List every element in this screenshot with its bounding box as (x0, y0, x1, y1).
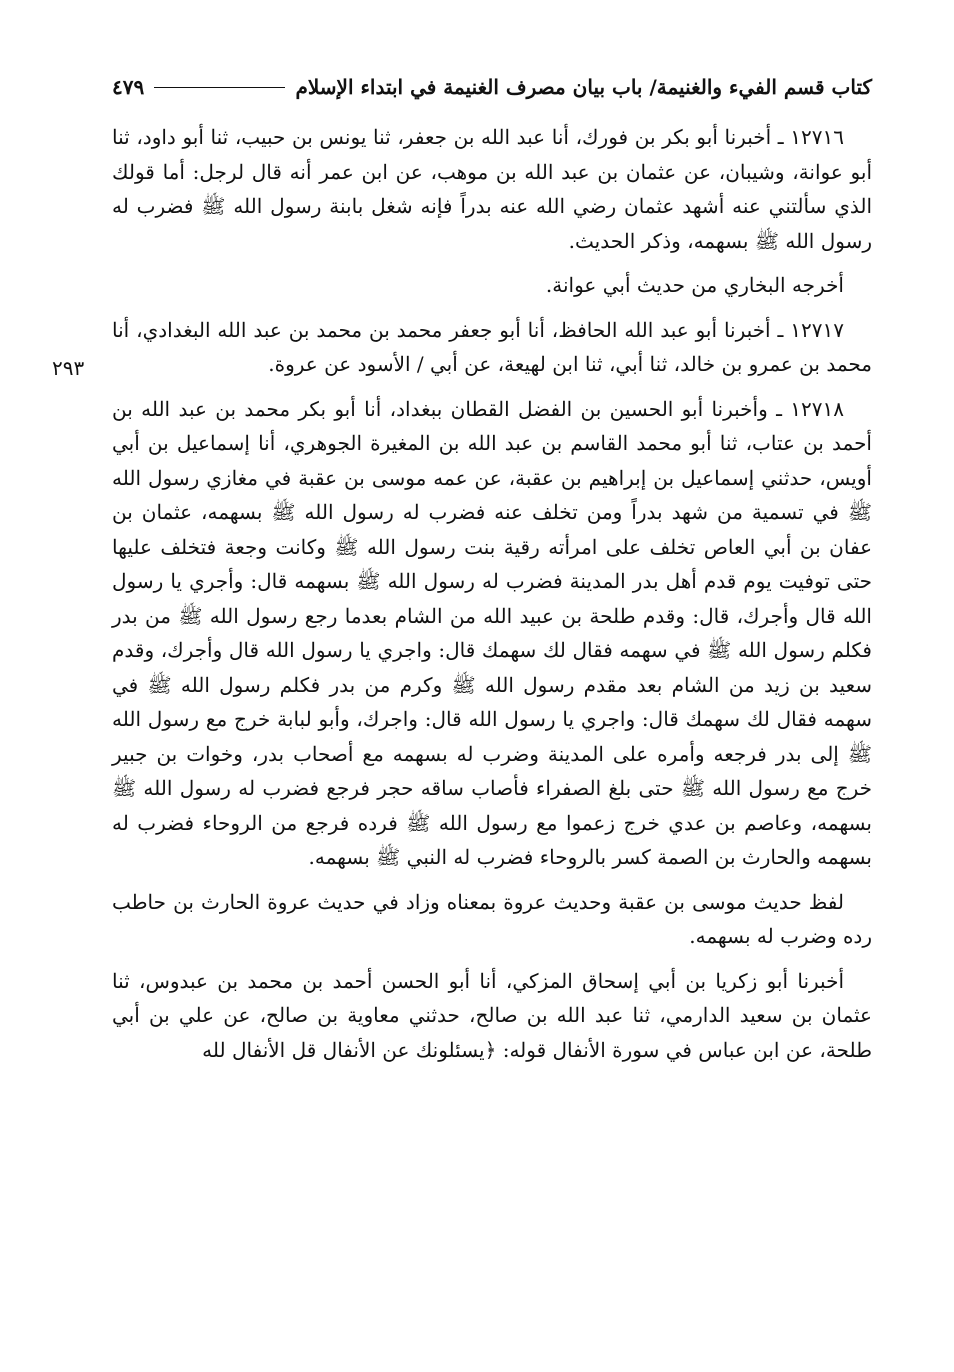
header-title: كتاب قسم الفيء والغنيمة/ باب بيان مصرف الغنيمة في ابتداء الإسلام (295, 75, 872, 99)
takhrij-note-bukhari: أخرجه البخاري من حديث أبي عوانة. (545, 273, 844, 297)
hadith-12718: ١٢٧١٨ ـ وأخبرنا أبو الحسين بن الفضل القطان ببغداد، أنا أبو بكر محمد بن عبد الله بن أحمد بن عتاب، ثنا أبو محمد القاسم بن عبد الله بن المغيرة الجوهري، أنا إسماعيل بن أبي أويس، حدثني إسماعيل بن إبراهيم بن عقبة، عن عمه موسى بن عقبة في مغازي رسول الله ﷺ في تسمية من شهد بدراً ومن تخلف عنه فضرب له رسول الله ﷺ بسهمه، عثمان بن عفان بن أبي العاص تخلف على امرأته رقية بنت رسول الله ﷺ وكانت وجعة فتخلف عليها حتى توفيت يوم قدم أهل بدر المدينة فضرب له رسول الله ﷺ بسهمه قال: وأجري يا رسول الله قال وأجرك، قال: وقدم طلحة بن عبيد الله من الشام بعدما رجع رسول الله ﷺ من بدر فكلم رسول الله ﷺ في سهمه فقال لك سهمك قال: واجري يا رسول الله قال وأجرك، وقدم سعيد بن زيد من الشام بعد مقدم رسول الله ﷺ وكرم من بدر فكلم رسول الله ﷺ في سهمه فقال لك سهمك قال: واجري يا رسول الله قال: واجرك، وأبو لبابة خرج مع رسول الله ﷺ إلى بدر فرجعه وأمره على المدينة وضرب له بسهمه مع أصحاب بدر، وخوات بن جبير خرج مع رسول الله ﷺ حتى بلغ الصفراء فأصاب ساقه حجر فرجع فضرب له رسول الله ﷺ بسهمه، وعاصم بن عدي خرج زعموا مع رسول الله ﷺ فرده فرجع من الروحاء فضرب له بسهمه والحارث بن الصمة كسر بالروحاء فضرب له النبي ﷺ بسهمه. (112, 396, 872, 869)
header-rule (154, 87, 285, 88)
page-body (52, 120, 872, 1067)
hadith-12717: ١٢٧١٧ ـ أخبرنا أبو عبد الله الحافظ، أنا أبو جعفر محمد بن محمد بن عبد الله البغدادي، أنا محمد بن عمرو بن خالد، ثنا أبي، ثنا ابن لهيعة، عن أبي / الأسود عن عروة. (112, 317, 872, 376)
margin-page-reference: ٢٩٣ (52, 355, 85, 380)
wording-note: لفظ حديث موسى بن عقبة وحديث عروة بمعناه وزاد في حديث عروة الحارث بن حاطب رده وضرب له بسهمه. (112, 889, 872, 948)
page-number: ٤٧٩ (112, 75, 145, 99)
ibn-abbas-narration: أخبرنا أبو زكريا بن أبي إسحاق المزكي، أنا أبو الحسن أحمد بن محمد بن عبدوس، ثنا عثمان بن سعيد الدارمي، ثنا عبد الله بن صالح، حدثني معاوية بن صالح، عن علي بن أبي طلحة، عن ابن عباس في سورة الأنفال قوله: ﴿يسئلونك عن الأنفال قل الأنفال لله (112, 968, 872, 1062)
running-header (112, 70, 872, 104)
hadith-12717-wrap (52, 313, 872, 382)
hadith-12716: ١٢٧١٦ ـ أخبرنا أبو بكر بن فورك، أنا عبد الله بن جعفر، ثنا يونس بن حبيب، ثنا أبو داود، ثنا أبو عوانة، وشيبان، عن عثمان بن عبد الله بن موهب، عن ابن عمر أنه قال لرجل: أما قولك الذي سألتني عنه أشهد عثمان رضي الله عنه بدراً فإنه شغل بابنة رسول الله ﷺ فضرب له رسول الله ﷺ بسهمه، وذكر الحديث. (112, 125, 872, 253)
